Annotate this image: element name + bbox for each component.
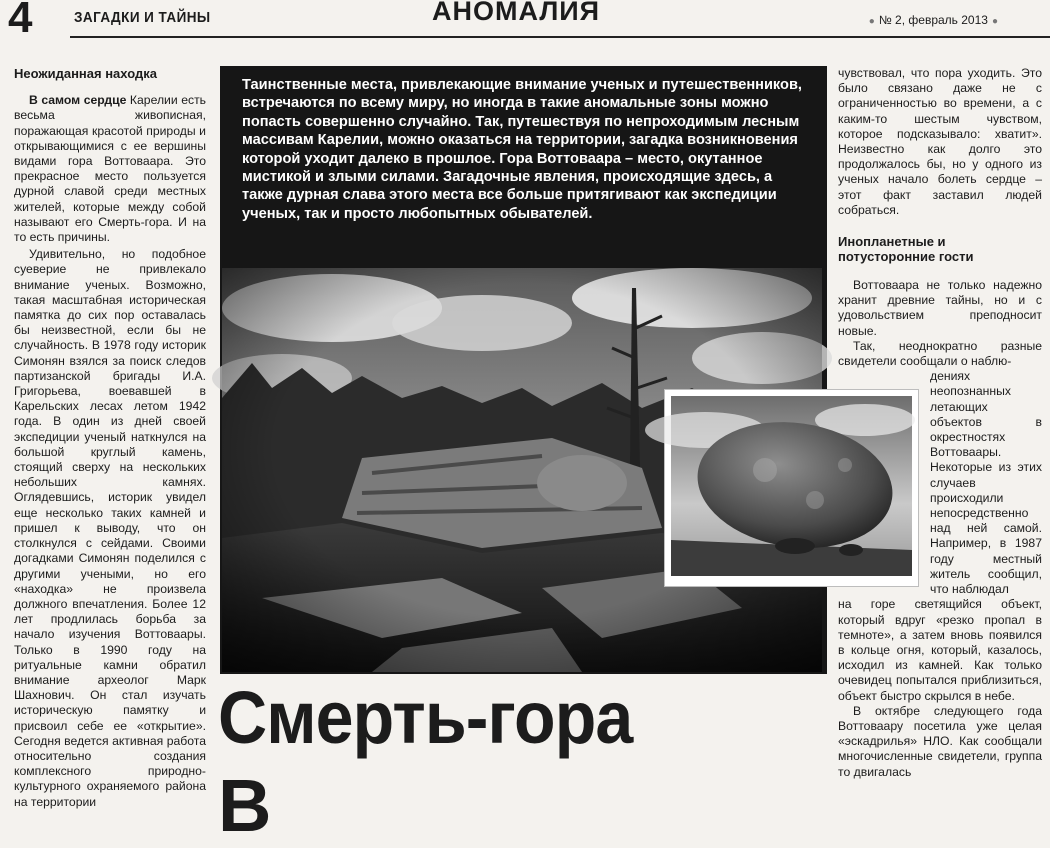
page-number: 4	[8, 0, 33, 42]
section-title: ЗАГАДКИ И ТАЙНЫ	[74, 9, 211, 26]
left-column-heading: Неожиданная находка	[14, 66, 157, 81]
right-paragraph-3-start: Так, неоднократно разные свидетели сообщали о наблю-	[838, 338, 1042, 369]
left-paragraph-1	[14, 93, 206, 245]
headline: Смерть-гора	[218, 676, 633, 759]
left-paragraph-1-text: Карелии есть весьма живописная, поражающая красотой природы и открывающимися с ее вершины видами гора Воттоваара. Это прекрасное место пользуется дурной славой среди местных жителей, которые между собой называют его Смерть-гора. И на то есть причины.	[14, 93, 206, 245]
right-paragraph-1: чувствовал, что пора уходить. Это было связано даже не с ограниченностью во времени, а с каким-то шестым чувством, которое подсказывало: хватит». Неизвестно как долго это продолжалось бы, но у одного из ученых начало болеть сердце – этот факт заставил людей собраться.	[838, 66, 1042, 217]
rubric-title: АНОМАЛИЯ	[432, 0, 601, 26]
right-paragraph-3-wrap: дениях неопознанных летающих объектов в окрестностях Воттоваары. Некоторые из этих случаев происходили непосредственно над ней самой. Например, в 1987 году местный житель сообщил, что наблюдал	[930, 369, 1042, 597]
lead-words: В самом сердце	[29, 93, 127, 108]
right-column-heading: Инопланетные и потусторонние гости	[838, 234, 974, 265]
issue-label: № 2, февраль 2013	[878, 13, 988, 27]
left-column	[14, 66, 206, 810]
right-column	[838, 66, 1042, 780]
headline-second-line: В	[218, 764, 272, 847]
header-rule	[70, 36, 1050, 38]
right-paragraph-2: Воттоваара не только надежно хранит древние тайны, но и с удовольствием преподносит новые.	[838, 278, 1042, 338]
bullet-icon: ●	[868, 16, 875, 27]
left-paragraph-2: Удивительно, но подобное суеверие не привлекало внимание ученых. Возможно, такая масштабная историческая памятка до сих пор оставалась бы неизвестной, если бы не случайность. В 1978 году историк Симонян взялся за поиск следов партизанской бригады И.А. Григорьева, воевавшей в Карельских лесах летом 1942 года. В один из дней своей экспедиции ученый наткнулся на большой круглый камень, стоящий сверху на нескольких небольших камнях. Оглядевшись, историк увидел еще несколько таких камней и пришел к выводу, что он столкнулся с сейдами. Своими догадками Симонян поделился с другими учеными, но его «находка» не произвела должного впечатления. Более 12 лет продлилась борьба за начало изучения Воттоваары. Только в 1990 году на ритуальные камни обратил внимание археолог Марк Шахнович. Он стал изучать историческую памятку и присвоил себе ее «открытие». Сегодня ведется активная работа относительно создания комплексного природно-культурного охраняемого района на территории	[14, 247, 206, 809]
bullet-icon: ●	[991, 16, 998, 27]
issue-info	[865, 13, 1002, 27]
right-paragraph-3-end: на горе светящийся объект, который вдруг «резко пропал в темноте», а затем вновь появился в кольце огня, который, казалось, исходил из камней. Как только очевидец попытался приблизиться, объект быстро скрылся в небе.	[838, 597, 1042, 703]
right-paragraph-4: В октябре следующего года Воттоваару посетила уже целая «эскадрилья» НЛО. Как сообщали многочисленные свидетели, группа то двигалась	[838, 703, 1042, 779]
lead-text: Таинственные места, привлекающие внимание ученых и путешественников, встречаются по всему миру, но иногда в такие аномальные зоны можно попасть совершенно случайно. Так, путешествуя по непроходимым лесным массивам Карелии, можно оказаться на территории, загадка возникновения которой уходит далеко в прошлое. Гора Воттоваара – место, окутанное мистикой и злыми силами. Загадочные явления, происходящие здесь, а также дурная слава этого места все больше притягивают как экспедиции ученых, так и просто любопытных обывателей.	[242, 77, 802, 222]
